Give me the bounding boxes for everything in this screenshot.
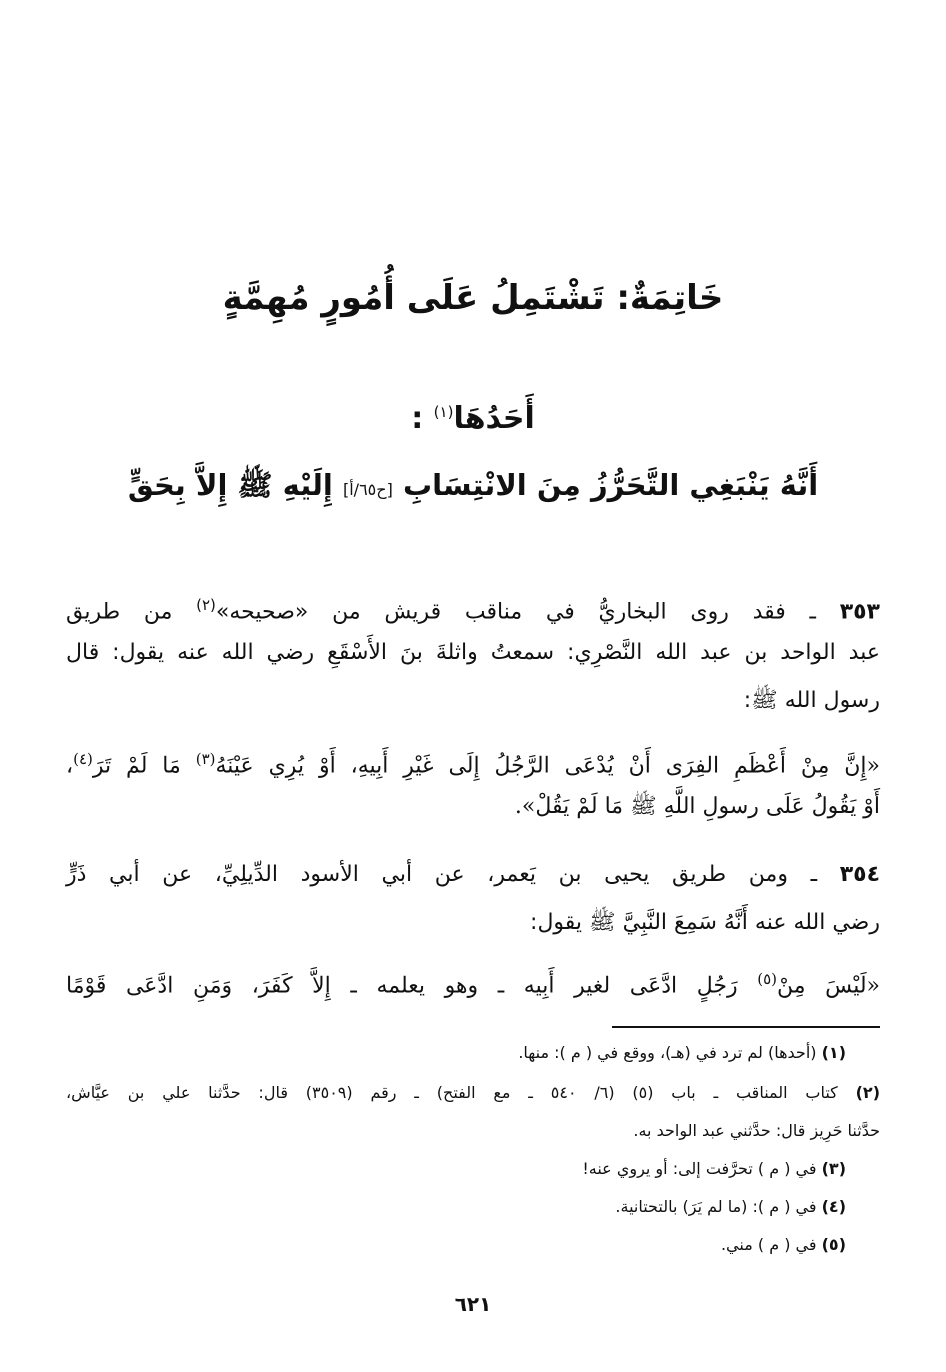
section-heading: [0, 392, 946, 439]
footnote-2-continuation: حدَّثنا حَرِيز قال: حدَّثني عبد الواحد به.: [633, 1121, 880, 1140]
subheading-part1: أَنَّهُ يَنْبَغِي التَّحَرُّزُ مِنَ الانْتِسَابِ: [402, 468, 819, 502]
section-subheading: [60, 460, 886, 515]
manuscript-reference: [ح٦٥/أ]: [342, 480, 393, 499]
paragraph-353-line-1: [66, 586, 880, 631]
paragraph-353-line-3: رسول الله ﷺ:: [743, 688, 880, 713]
footnote-text: كتاب المناقب ـ باب (٥) (٦/ ٥٤٠ ـ مع الفتح) ـ رقم (٣٥٠٩) قال: حدَّثنا علي بن عيَّاش،: [66, 1083, 838, 1102]
footnote-3: [66, 1156, 846, 1182]
hadith-354-line-1: [66, 960, 880, 1005]
footnote-2: [66, 1080, 880, 1106]
footnote-4: [66, 1194, 846, 1220]
footnote-number: (٣): [821, 1159, 846, 1178]
footnote-marker-2[interactable]: (٢): [196, 596, 216, 614]
footnote-1: [66, 1040, 846, 1066]
paragraph-number-353: ٣٥٣: [839, 599, 880, 625]
hadith-353-line-1: [66, 740, 880, 785]
footnote-marker-1[interactable]: (١): [433, 403, 454, 421]
footnote-text: في ( م ) تحرَّفت إلى: أو يروي عنه!: [582, 1159, 817, 1178]
footnote-text: في ( م ): (ما لم يَرَ) بالتحتانية.: [615, 1197, 817, 1216]
paragraph-353-text-1: ـ فقد روى البخاريُّ في مناقب قريش من «صحيحه»: [215, 599, 816, 625]
footnote-5: [66, 1232, 846, 1258]
footnote-divider: [612, 1026, 880, 1028]
footnote-marker-5[interactable]: (٥): [757, 970, 778, 988]
footnote-number: (٤): [821, 1197, 846, 1216]
paragraph-353-line-2: عبد الواحد بن عبد الله النَّصْرِي: سمعتُ واثلةَ بنَ الأَسْقَعِ رضي الله عنه يقول: قال: [66, 640, 880, 665]
paragraph-354-line-2: رضي الله عنه أَنَّهُ سَمِعَ النَّبِيَّ ﷺ يقول:: [530, 910, 880, 935]
section-heading-colon: :: [411, 401, 424, 436]
chapter-title: خَاتِمَةٌ: تَشْتَمِلُ عَلَى أُمُورٍ مُهِمَّةٍ: [222, 278, 724, 318]
footnote-number: (٢): [855, 1083, 880, 1102]
footnote-marker-4[interactable]: (٤): [73, 750, 93, 768]
footnote-marker-3[interactable]: (٣): [195, 750, 216, 768]
footnote-number: (٥): [821, 1235, 846, 1254]
hadith-354-text-1: «لَيْسَ مِنْ: [777, 973, 880, 999]
footnote-text: في ( م ) مني.: [720, 1235, 817, 1254]
hadith-354-text-1-end: رَجُلٍ ادَّعَى لغير أَبِيه ـ وهو يعلمه ـ إِلاَّ كَفَرَ، وَمَنِ ادَّعَى قَوْمًا: [66, 973, 738, 999]
paragraph-number-354: ٣٥٤: [839, 862, 881, 887]
paragraph-354-line-1: [66, 856, 880, 894]
page-number: ٦٢١: [454, 1292, 492, 1316]
hadith-353-comma: ،: [66, 753, 74, 779]
footnote-text: (أحدها) لم ترد في (هـ)، ووقع في ( م ): منها.: [518, 1043, 817, 1062]
hadith-353-line-2: أَوْ يَقُولُ عَلَى رسولِ اللَّهِ ﷺ مَا لَمْ يَقُلْ».: [514, 794, 880, 819]
footnote-number: (١): [821, 1043, 846, 1062]
paragraph-354-text-1: ـ ومن طريق يحيى بن يَعمر، عن أبي الأسود الدِّيلِيِّ، عن أبي ذَرٍّ: [66, 862, 818, 887]
paragraph-353-text-1-end: من طريق: [66, 599, 173, 625]
hadith-353-text-1: «إِنَّ مِنْ أَعْظَمِ الفِرَى أَنْ يُدْعَى الرَّجُلُ إِلَى غَيْرِ أَبِيهِ، أَوْ يُرِي عَيْنَهُ: [215, 753, 880, 779]
subheading-part2: إِلَيْهِ ﷺ إِلاَّ بِحَقٍّ: [127, 468, 333, 502]
hadith-353-text-mid: مَا لَمْ تَرَ: [92, 753, 181, 779]
section-heading-text: أَحَدُهَا: [453, 401, 535, 436]
